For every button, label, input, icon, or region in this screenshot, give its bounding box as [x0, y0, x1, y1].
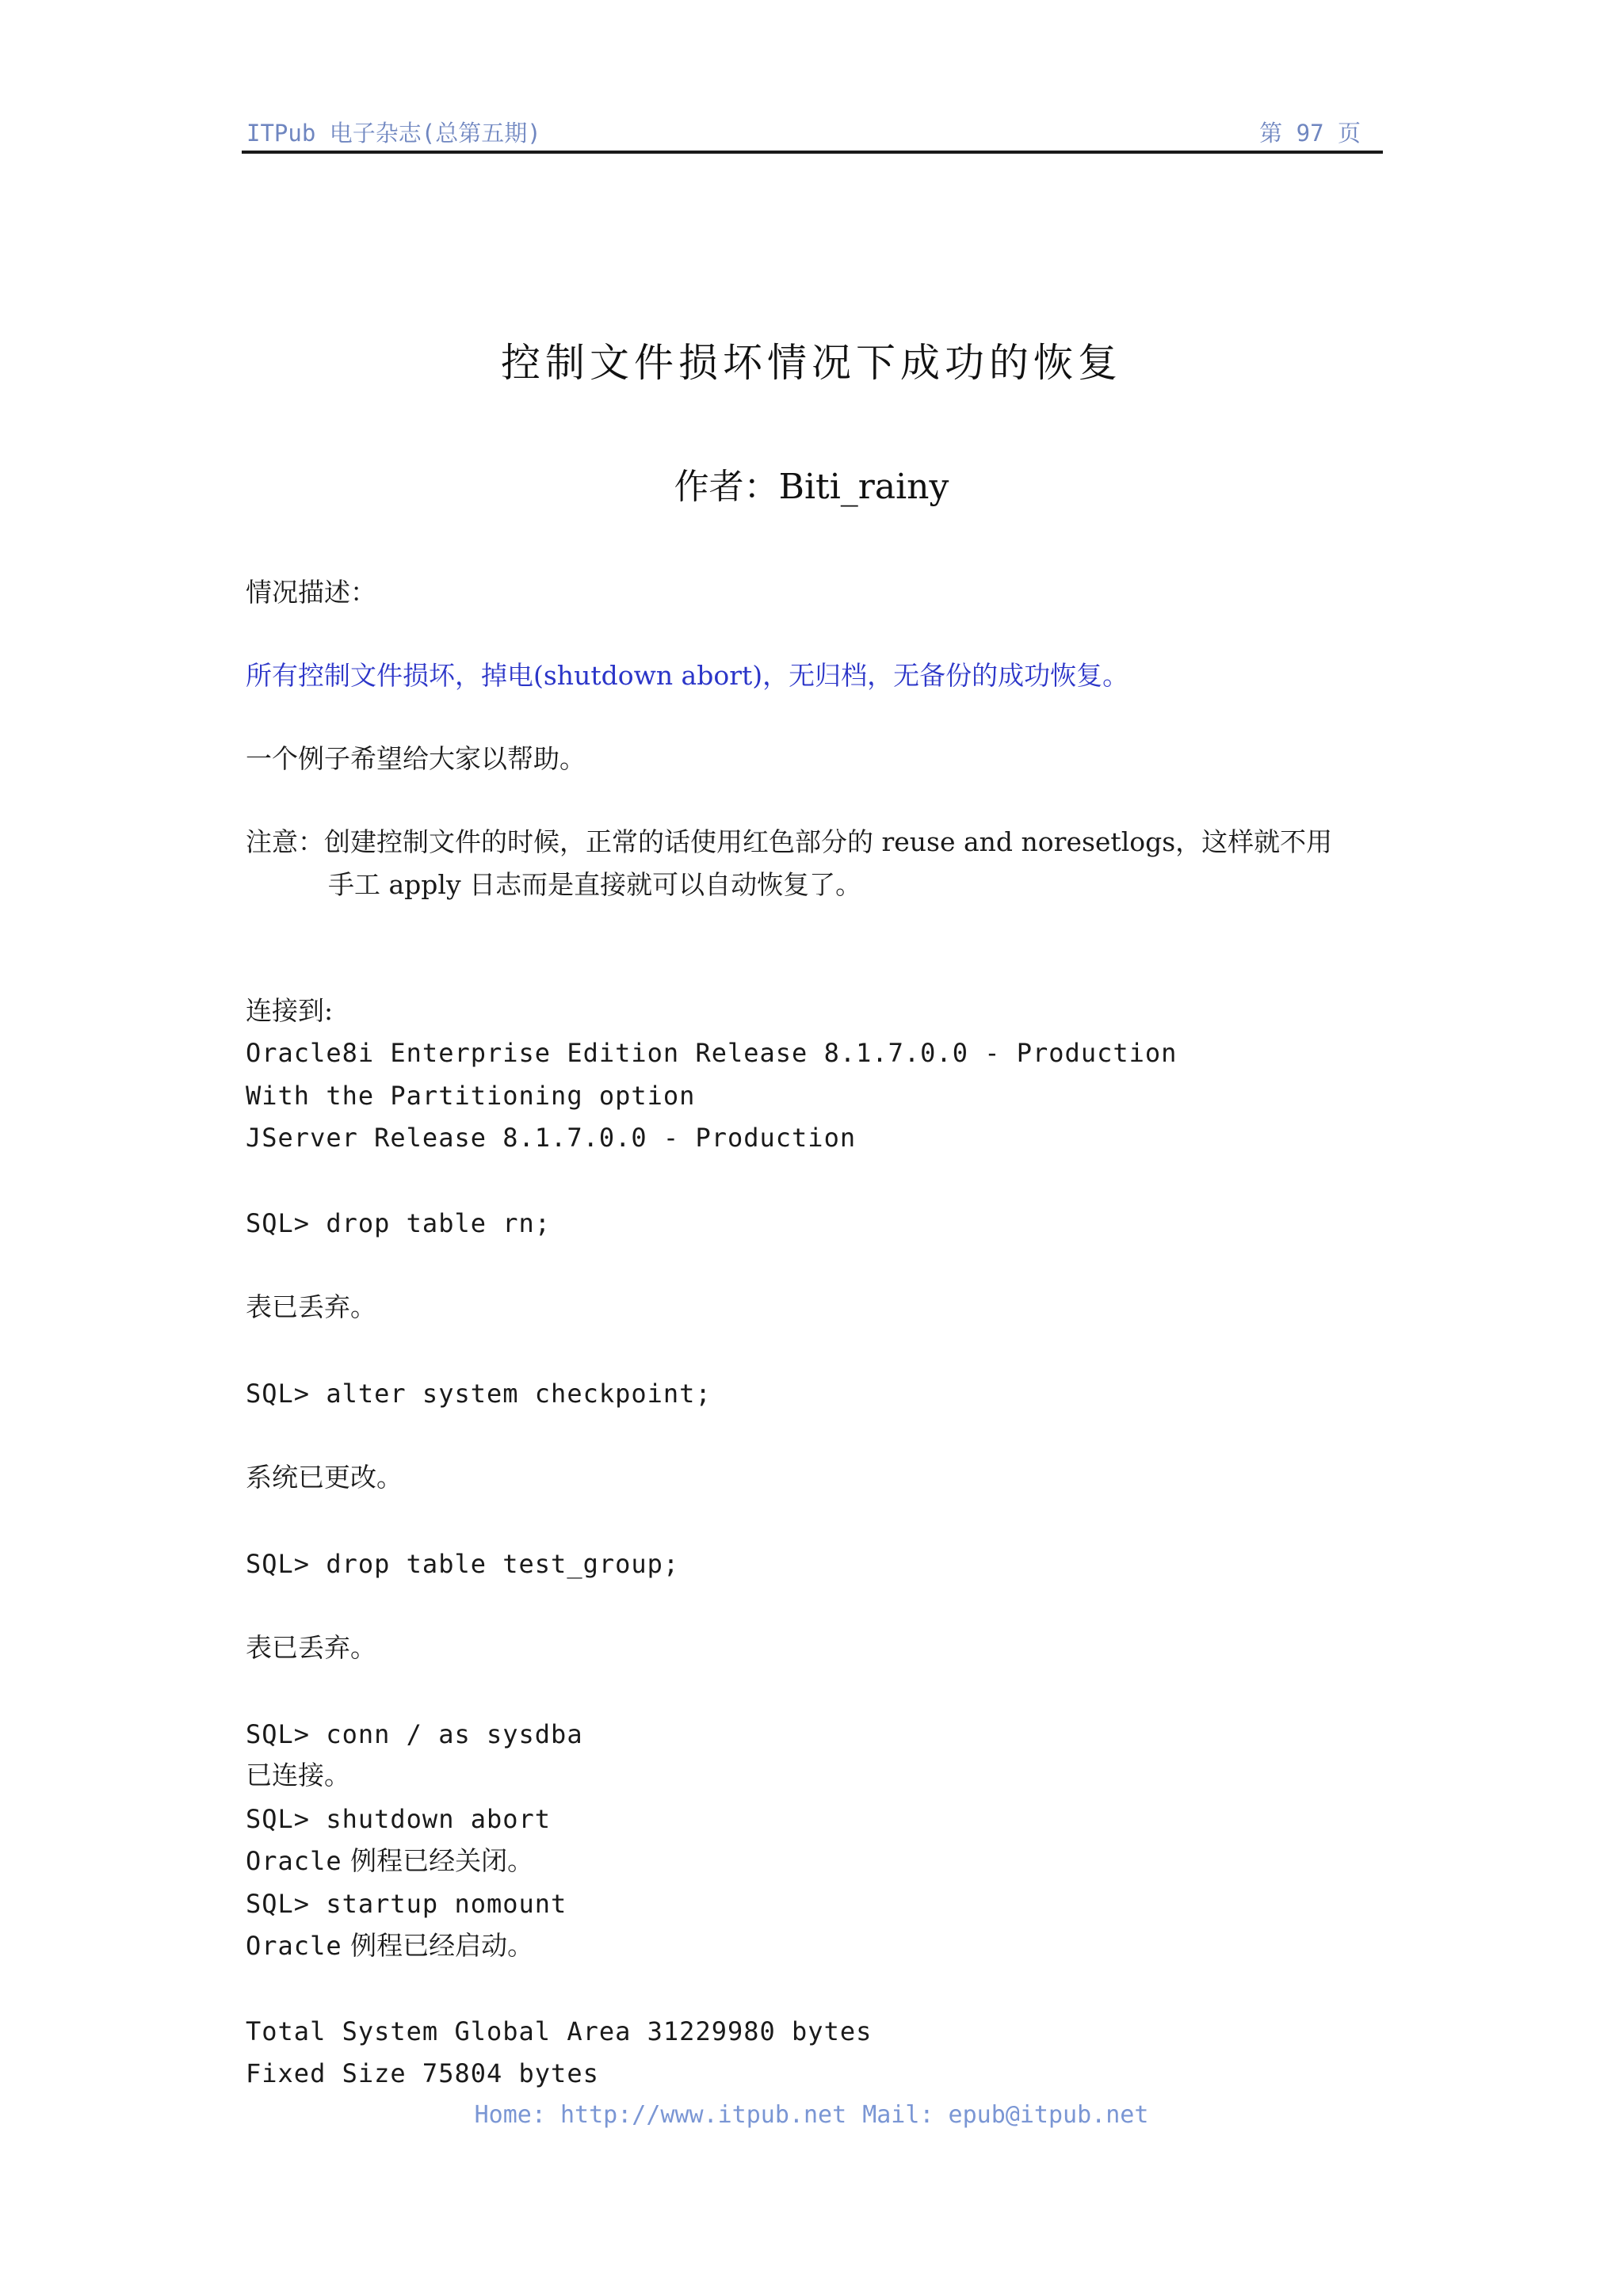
console-msg-instance-started: [246, 1930, 533, 1962]
console-msg-instance-closed: [246, 1845, 533, 1877]
footer-mail-link[interactable]: Mail: epub@itpub.net: [862, 2101, 1149, 2129]
example-note: 一个例子希望给大家以帮助。: [246, 743, 586, 774]
console-cmd-checkpoint: SQL> alter system checkpoint;: [246, 1379, 712, 1409]
oracle-prefix-closed: Oracle: [246, 1846, 342, 1876]
console-msg-table-dropped-1: 表已丢弃。: [246, 1291, 376, 1322]
console-msg-system-altered: 系统已更改。: [246, 1462, 403, 1493]
page-number: 第 97 页: [1259, 120, 1361, 147]
note-line-1: 注意：创建控制文件的时候，正常的话使用红色部分的 reuse and noresetlogs，这样就不用: [246, 826, 1333, 857]
author-line: [0, 458, 1623, 509]
situation-text-content: 所有控制文件损坏，掉电(shutdown abort)，无归档，无备份的成功恢复。: [246, 660, 1129, 691]
oracle-prefix-started: Oracle: [246, 1931, 342, 1961]
console-cmd-conn: SQL> conn / as sysdba: [246, 1719, 583, 1749]
console-msg-table-dropped-2: 表已丢弃。: [246, 1632, 376, 1663]
console-sga-fixed: Fixed Size 75804 bytes: [246, 2058, 599, 2088]
page-header: [242, 113, 1383, 154]
connected-label: 连接到:: [246, 995, 334, 1026]
console-cmd-drop-test-group: SQL> drop table test_group;: [246, 1549, 680, 1579]
page-footer: [0, 2101, 1623, 2129]
instance-closed-text: 例程已经关闭。: [350, 1845, 534, 1876]
console-banner-2: With the Partitioning option: [246, 1081, 696, 1111]
situation-label: 情况描述：: [246, 577, 376, 608]
author-name: Biti_rainy: [778, 467, 949, 507]
note-line-2: 手工 apply 日志而是直接就可以自动恢复了。: [328, 869, 862, 900]
console-cmd-drop-rn: SQL> drop table rn;: [246, 1208, 552, 1238]
console-banner-3: JServer Release 8.1.7.0.0 - Production: [246, 1123, 857, 1153]
console-cmd-startup: SQL> startup nomount: [246, 1889, 567, 1919]
article-title: 控制文件损坏情况下成功的恢复: [501, 340, 1122, 386]
instance-started-text: 例程已经启动。: [350, 1930, 534, 1961]
magazine-title: ITPub 电子杂志(总第五期): [246, 120, 541, 147]
situation-text: [246, 660, 1128, 692]
console-sga-total: Total System Global Area 31229980 bytes: [246, 2016, 873, 2046]
author-label: 作者：: [674, 467, 779, 507]
footer-home-link[interactable]: Home: http://www.itpub.net: [474, 2101, 847, 2129]
console-msg-connected: 已连接。: [246, 1760, 350, 1791]
console-banner-1: Oracle8i Enterprise Edition Release 8.1.7.0.0 - Production: [246, 1038, 1178, 1068]
console-cmd-shutdown: SQL> shutdown abort: [246, 1804, 552, 1834]
